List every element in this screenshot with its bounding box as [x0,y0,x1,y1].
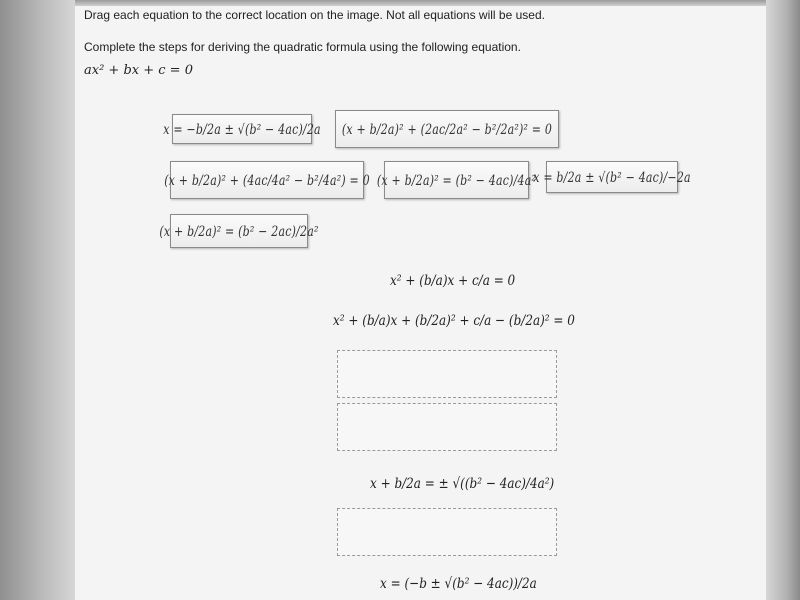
step-1-equation: x² + (b/a)x + c/a = 0 [390,271,516,289]
drop-target-step-3[interactable] [337,350,557,398]
prompt-text: Complete the steps for deriving the quadratic formula using the following equation. [84,40,521,54]
step-7-equation: x = (−b ± √(b² − 4ac))/2a [380,574,537,592]
equation-tile-1-text: x = −b/2a ± √(b² − 4ac)/2a [163,120,321,138]
equation-tile-3[interactable] [164,161,370,199]
equation-tile-3-text: (x + b/2a)² + (4ac/4a² − b²/4a²) = 0 [164,171,370,189]
equation-tile-4-text: (x + b/2a)² = (b² − 4ac)/4a² [376,171,537,189]
equation-tile-4[interactable] [376,161,537,199]
equation-tile-2[interactable] [335,110,559,148]
step-2-equation: x² + (b/a)x + (b/2a)² + c/a − (b/2a)² = 0 [333,311,575,329]
instruction-text: Drag each equation to the correct location on the image. Not all equations will be used. [84,8,545,22]
given-equation: ax² + bx + c = 0 [84,63,193,78]
photo-edge-right [766,0,800,600]
step-5-equation: x + b/2a = ± √((b² − 4ac)/4a²) [370,474,555,492]
equation-tile-5-text: x = b/2a ± √(b² − 4ac)/−2a [533,168,691,186]
equation-tile-5[interactable] [533,161,691,193]
equation-tile-2-text: (x + b/2a)² + (2ac/2a² − b²/2a²)² = 0 [341,120,553,138]
equation-tile-6-text: (x + b/2a)² = (b² − 2ac)/2a² [159,222,319,240]
drop-target-step-4[interactable] [337,403,557,451]
equation-tile-1[interactable] [163,114,321,144]
photo-edge-left [0,0,75,600]
drop-target-step-6[interactable] [337,508,557,556]
equation-tile-6[interactable] [159,214,319,248]
